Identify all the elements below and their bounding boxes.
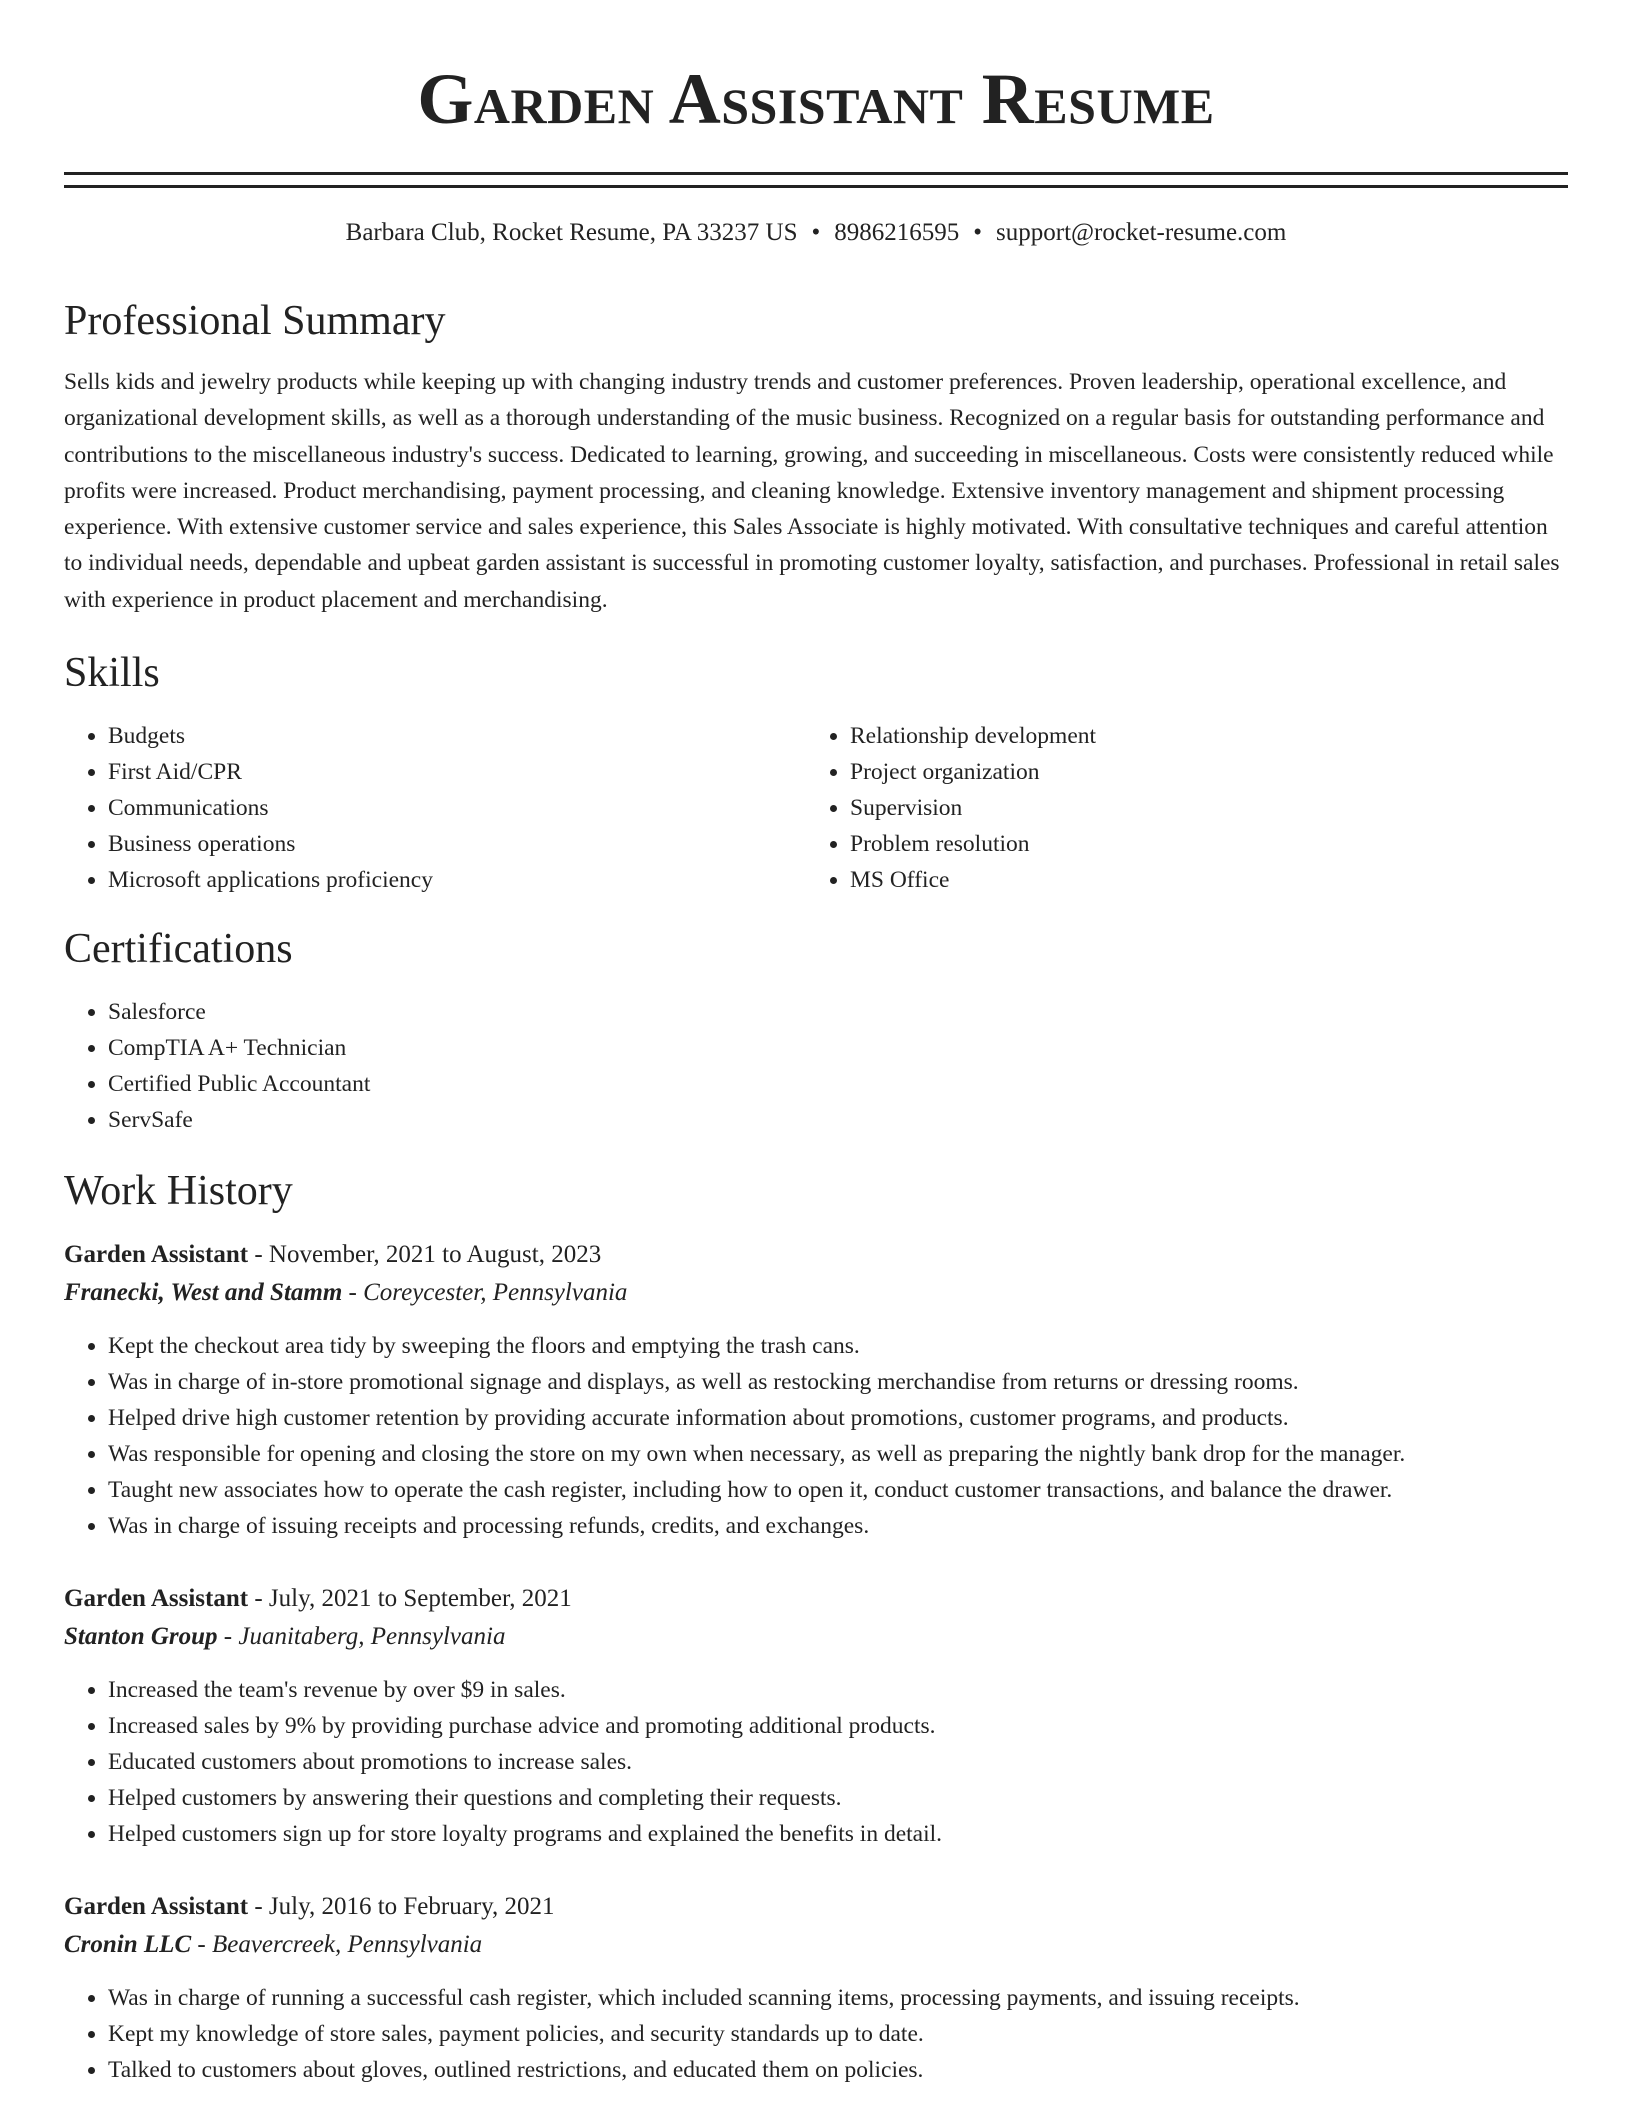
- job-company-line: [64, 1926, 1568, 1964]
- job-bullet: • Was in charge of running a successful cash register, which included scanning items, processing payments, and issuing receipts.: [108, 1980, 1568, 2016]
- job-bullet: • Taught new associates how to operate the cash register, including how to open it, conduct customer transactions, and balance the drawer.: [108, 1472, 1568, 1508]
- skills-list-left: [64, 718, 806, 898]
- contact-address: Barbara Club, Rocket Resume, PA 33237 US: [345, 219, 798, 246]
- job-company-line: [64, 1274, 1568, 1312]
- page-title: Garden Assistant Resume: [417, 59, 1215, 139]
- contact-email: support@rocket-resume.com: [996, 219, 1287, 246]
- certifications-heading: Certifications: [64, 926, 293, 973]
- job-bullet: • Talked to customers about gloves, outlined restrictions, and educated them on policies.: [108, 2052, 1568, 2088]
- contact-separator: •: [973, 219, 983, 246]
- skills-heading: Skills: [64, 650, 160, 697]
- job-dash: -: [248, 1241, 269, 1269]
- contact-line: [64, 216, 1568, 250]
- job-bullet: • Was responsible for opening and closing the store on my own when necessary, as well as preparing the nightly bank drop for the manager.: [108, 1436, 1568, 1472]
- job-bullet: • Was in charge of in-store promotional signage and displays, as well as restocking merchandise from returns or dressing rooms.: [108, 1364, 1568, 1400]
- job-entry: [64, 1236, 1568, 1544]
- job-title: Garden Assistant: [64, 1893, 249, 1921]
- job-title-line: [64, 1236, 1568, 1274]
- work-history-heading: Work History: [64, 1168, 293, 1215]
- job-bullet: • Helped customers by answering their questions and completing their requests.: [108, 1780, 1568, 1816]
- job-dash: -: [248, 1893, 269, 1921]
- job-company: Franecki, West and Stamm: [64, 1279, 343, 1307]
- job-dates: November, 2021 to August, 2023: [268, 1241, 602, 1269]
- job-bullet: • Helped customers sign up for store loyalty programs and explained the benefits in detail.: [108, 1816, 1568, 1852]
- job-bullets: [64, 1672, 1568, 1852]
- job-entry: [64, 1580, 1568, 1852]
- job-bullet: • Educated customers about promotions to increase sales.: [108, 1744, 1568, 1780]
- summary-text: Sells kids and jewelry products while keeping up with changing industry trends and customer preferences. Proven leadership, operational excellence, and organizational development skills, as well as a thorough understanding of the music business. Recognized on a regular basis for outstanding performance and contributions to the miscellaneous industry's success. Dedicated to learning, growing, and succeeding in miscellaneous. Costs were consistently reduced while profits were increased. Product merchandising, payment processing, and cleaning knowledge. Extensive inventory management and shipment processing experience. With extensive customer service and sales experience, this Sales Associate is highly motivated. With consultative techniques and careful attention to individual needs, dependable and upbeat garden assistant is successful in promoting customer loyalty, satisfaction, and purchases. Professional in retail sales with experience in product placement and merchandising.: [64, 369, 1560, 613]
- certification-item: • Salesforce: [108, 994, 1568, 1030]
- skill-item: • Communications: [108, 790, 806, 826]
- job-title-line: [64, 1888, 1568, 1926]
- job-dash: -: [191, 1931, 212, 1959]
- skill-item: • First Aid/CPR: [108, 754, 806, 790]
- job-location: Juanitaberg, Pennsylvania: [238, 1623, 506, 1651]
- job-dates: July, 2016 to February, 2021: [268, 1893, 555, 1921]
- skill-item: • Microsoft applications proficiency: [108, 862, 806, 898]
- job-bullet: • Increased sales by 9% by providing purchase advice and promoting additional products.: [108, 1708, 1568, 1744]
- job-location: Coreycester, Pennsylvania: [363, 1279, 628, 1307]
- job-dates: July, 2021 to September, 2021: [268, 1585, 572, 1613]
- certification-item: • ServSafe: [108, 1102, 1568, 1138]
- job-company-line: [64, 1618, 1568, 1656]
- job-dash: -: [217, 1623, 239, 1651]
- summary-heading: Professional Summary: [64, 298, 446, 344]
- skill-item: • Supervision: [850, 790, 1548, 826]
- job-bullet: • Increased the team's revenue by over $9 in sales.: [108, 1672, 1568, 1708]
- job-title-line: [64, 1580, 1568, 1618]
- job-bullets: [64, 1328, 1568, 1544]
- contact-phone: 8986216595: [834, 219, 960, 246]
- job-bullet: • Kept my knowledge of store sales, payment policies, and security standards up to date.: [108, 2016, 1568, 2052]
- skill-item: • Project organization: [850, 754, 1548, 790]
- job-dash: -: [248, 1585, 269, 1613]
- job-bullet: • Kept the checkout area tidy by sweeping the floors and emptying the trash cans.: [108, 1328, 1568, 1364]
- skill-item: • Relationship development: [850, 718, 1548, 754]
- job-location: Beavercreek, Pennsylvania: [211, 1931, 483, 1959]
- certification-item: • CompTIA A+ Technician: [108, 1030, 1568, 1066]
- job-bullet: • Helped drive high customer retention by providing accurate information about promotions, customer programs, and products.: [108, 1400, 1568, 1436]
- job-bullet: • Was in charge of issuing receipts and processing refunds, credits, and exchanges.: [108, 1508, 1568, 1544]
- resume-page: [64, 0, 1568, 2088]
- skill-item: • MS Office: [850, 862, 1548, 898]
- job-title: Garden Assistant: [64, 1585, 249, 1613]
- job-dash: -: [342, 1279, 364, 1307]
- contact-separator: •: [811, 219, 821, 246]
- certification-item: • Certified Public Accountant: [108, 1066, 1568, 1102]
- skill-item: • Business operations: [108, 826, 806, 862]
- job-entry: [64, 1888, 1568, 2088]
- job-company: Stanton Group: [64, 1623, 218, 1651]
- skill-item: • Problem resolution: [850, 826, 1548, 862]
- title-divider: [64, 172, 1568, 188]
- skills-list-right: [806, 718, 1548, 898]
- job-bullets: [64, 1980, 1568, 2088]
- job-company: Cronin LLC: [64, 1931, 192, 1959]
- skills-columns: [64, 718, 1568, 898]
- certifications-list: [64, 994, 1568, 1138]
- skill-item: • Budgets: [108, 718, 806, 754]
- job-title: Garden Assistant: [64, 1241, 249, 1269]
